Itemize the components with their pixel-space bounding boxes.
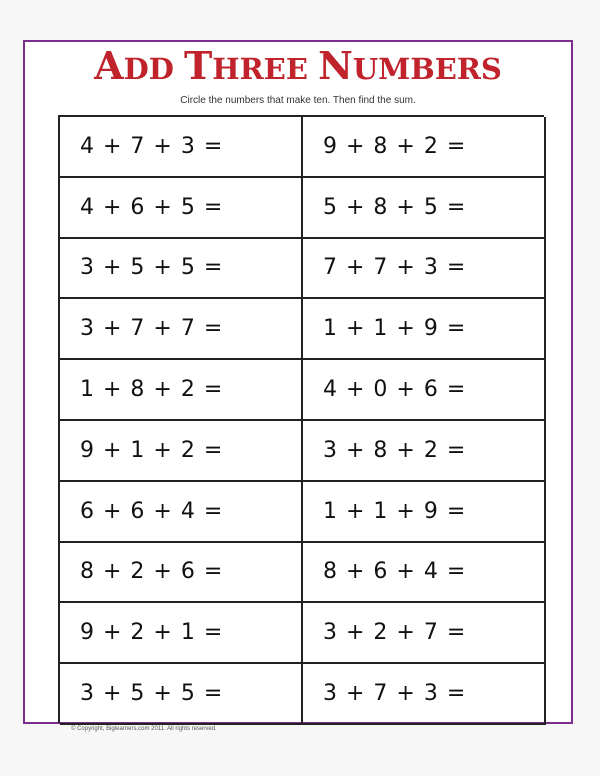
problem-cell: 3 + 5 + 5 =: [60, 239, 303, 300]
copyright-footer: © Copyright, Biglearners.com 2011. All rights reserved.: [71, 726, 217, 732]
worksheet-page: [23, 40, 573, 732]
problem-cell: 3 + 2 + 7 =: [303, 603, 546, 664]
problem-cell: 3 + 8 + 2 =: [303, 421, 546, 482]
problem-cell: 1 + 1 + 9 =: [303, 299, 546, 360]
problem-cell: 9 + 8 + 2 =: [303, 117, 546, 178]
instructions-text: Circle the numbers that make ten. Then find the sum.: [180, 95, 416, 106]
problem-cell: 9 + 1 + 2 =: [60, 421, 303, 482]
problem-cell: 4 + 0 + 6 =: [303, 360, 546, 421]
problems-grid: [58, 115, 544, 723]
problem-cell: 3 + 7 + 3 =: [303, 664, 546, 725]
problem-cell: 1 + 1 + 9 =: [303, 482, 546, 543]
problem-cell: 9 + 2 + 1 =: [60, 603, 303, 664]
problem-cell: 8 + 2 + 6 =: [60, 543, 303, 604]
problem-cell: 4 + 7 + 3 =: [60, 117, 303, 178]
problem-cell: 1 + 8 + 2 =: [60, 360, 303, 421]
problem-cell: 3 + 7 + 7 =: [60, 299, 303, 360]
problem-cell: 6 + 6 + 4 =: [60, 482, 303, 543]
problem-cell: 8 + 6 + 4 =: [303, 543, 546, 604]
problem-cell: 4 + 6 + 5 =: [60, 178, 303, 239]
problem-cell: 5 + 8 + 5 =: [303, 178, 546, 239]
problem-cell: 7 + 7 + 3 =: [303, 239, 546, 300]
worksheet-title: ADD THREE NUMBERS: [94, 43, 502, 88]
problem-cell: 3 + 5 + 5 =: [60, 664, 303, 725]
